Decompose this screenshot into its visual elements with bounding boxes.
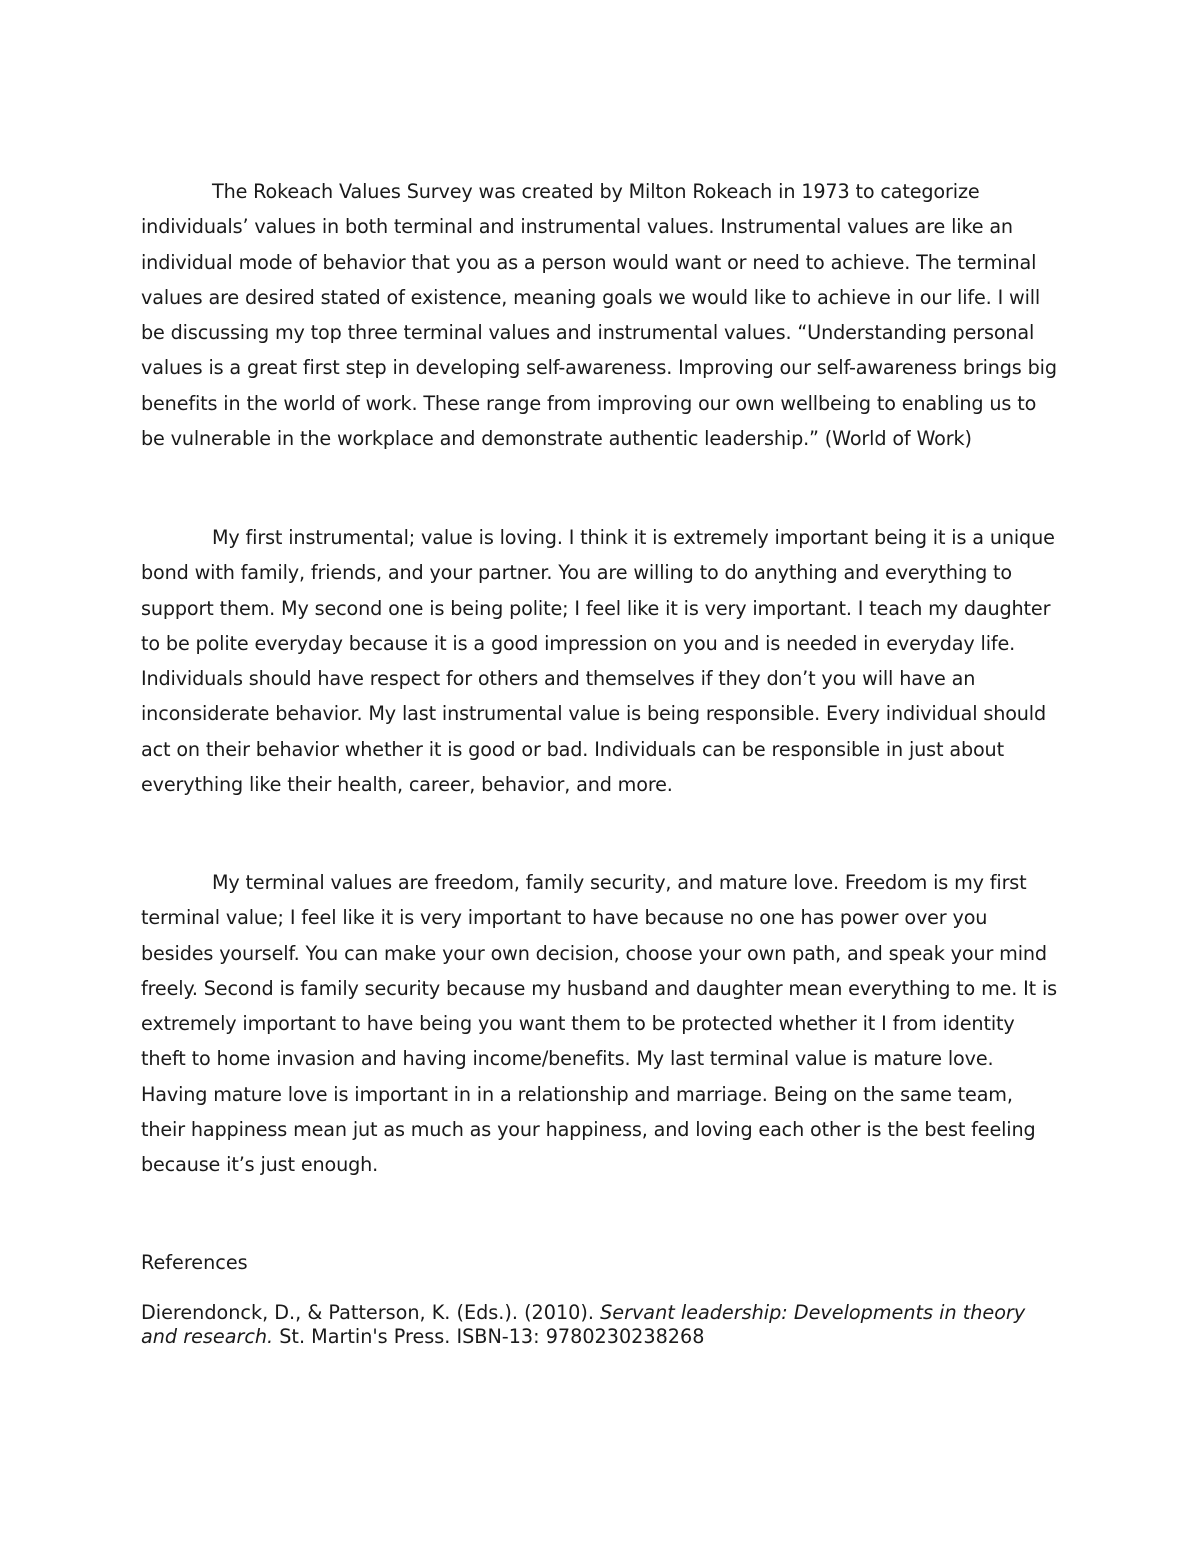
paragraph-text: My first instrumental; value is loving. I think it is extremely important being it is a unique bond with family, friends, and your partner. You are willing to do anything and everything to support them. My second one is being polite; I feel like it is very important. I teach my daughter to be polite everyday because it is a good impression on you and is needed in everyday life. Individuals should have respect for others and themselves if they don’t you will have an inconsiderate behavior. My last instrumental value is being responsible. Every individual should act on their behavior whether it is good or bad. Individuals can be responsible in just about everything like their health, career, behavior, and more. bbox=[141, 526, 1055, 797]
paragraph-text: My terminal values are freedom, family security, and mature love. Freedom is my first terminal value; I feel like it is very important to have because no one has power over you besides yourself. You can make your own decision, choose your own path, and speak your mind freely. Second is family security because my husband and daughter mean everything to me. It is extremely important to have being you want them to be protected whether it I from identity theft to home invasion and having income/benefits. My last terminal value is mature love. Having mature love is important in in a relationship and marriage. Being on the same team, their happiness mean jut as much as your happiness, and loving each other is the best feeling because it’s just enough. bbox=[141, 871, 1058, 1177]
reference-publisher: St. Martin's Press. ISBN-13: 9780230238268 bbox=[273, 1325, 705, 1348]
paragraph-text: The Rokeach Values Survey was created by Milton Rokeach in 1973 to categorize individuals’ values in both terminal and instrumental values. Instrumental values are like an individual mode of behavior that you as a person would want or need to achieve. The terminal values are desired stated of existence, meaning goals we would like to achieve in our life. I will be discussing my top three terminal values and instrumental values. “Understanding personal values is a great first step in developing self-awareness. Improving our self-awareness brings big benefits in the world of work. These range from improving our own wellbeing to enabling us to be vulnerable in the workplace and demonstrate authentic leadership.” (World of Work) bbox=[141, 180, 1057, 451]
references-heading: References bbox=[141, 1251, 248, 1274]
reference-entry bbox=[141, 1301, 1061, 1349]
reference-title: Servant leadership: Developments in theory and research. bbox=[141, 1301, 1026, 1348]
paragraph-instrumental-values bbox=[141, 520, 1061, 802]
paragraph-intro bbox=[141, 174, 1061, 456]
reference-authors: Dierendonck, D., & Patterson, K. (Eds.). (2010). bbox=[141, 1301, 601, 1324]
paragraph-terminal-values bbox=[141, 865, 1061, 1183]
